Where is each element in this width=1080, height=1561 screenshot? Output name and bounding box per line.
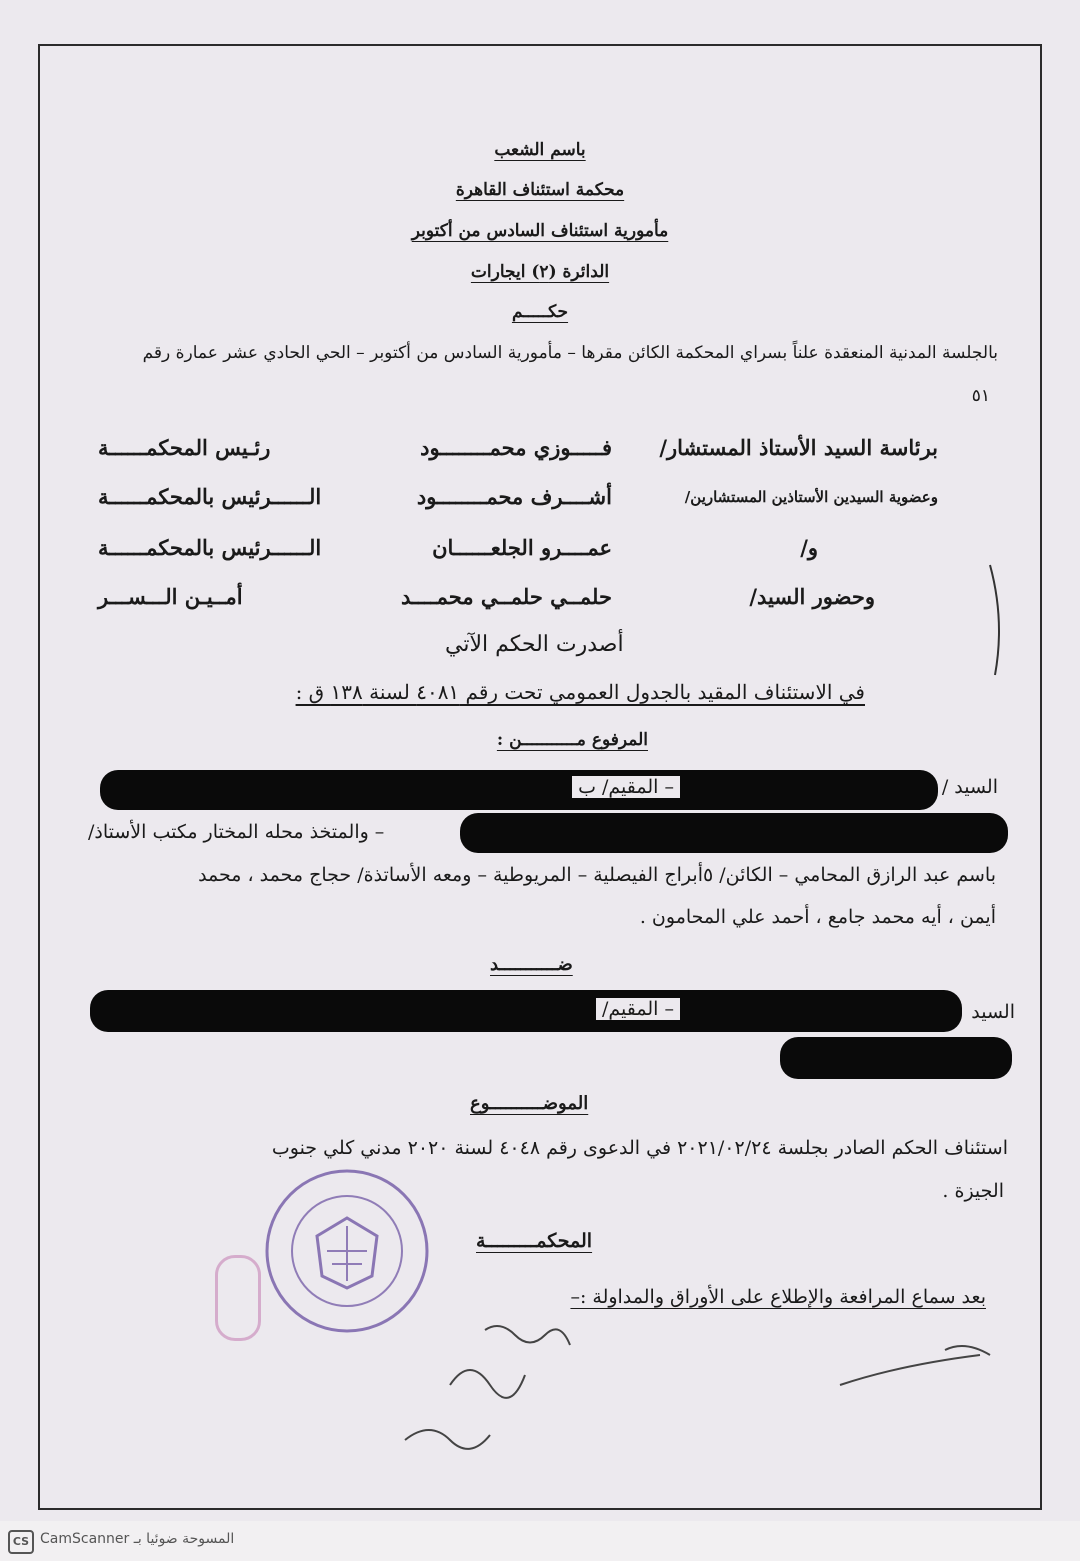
scanner-watermark: المسوحة ضوئيا بـ CamScanner: [40, 1531, 235, 1547]
panel-r1-role: برئاسة السيد الأستاذ المستشار/: [659, 435, 938, 460]
panel-r2-name: أشــــرف محمــــــــود: [416, 484, 612, 509]
appellant-residence: – المقيم/ ب: [572, 776, 680, 798]
defendant-residence: – المقيم/: [596, 998, 680, 1020]
header-verdict: حكـــــم: [511, 302, 569, 322]
filed-by-label: المرفوع مـــــــــــن :: [496, 730, 648, 750]
panel-r4-name: حلمــي حلمــي محمــــد: [401, 584, 612, 609]
verdict-issued: أصدرت الحكم الآتي: [445, 632, 624, 657]
redaction-block: [780, 1037, 1012, 1079]
header-circuit: الدائرة (٢) ايجارات: [470, 262, 610, 282]
side-stamp: [215, 1255, 261, 1341]
court-deliberation: بعد سماع المرافعة والإطلاع على الأوراق والمداولة :–: [570, 1286, 986, 1308]
panel-r3-title: الــــــرئيس بالمحكمــــــة: [98, 535, 322, 560]
subject-line-2: الجيزة .: [942, 1180, 1004, 1202]
session-line-2: ٥١: [971, 386, 990, 406]
session-line-1: بالجلسة المدنية المنعقدة علناً بسراي المحكمة الكائن مقرها – مأمورية السادس من أكتوبر – الحي الحادي عشر عمارة رقم: [142, 343, 998, 363]
appellant-label: السيد /: [941, 776, 998, 798]
subject-line-1: استئناف الحكم الصادر بجلسة ٢٠٢١/٠٢/٢٤ في الدعوى رقم ٤٠٤٨ لسنة ٢٠٢٠ مدني كلي جنوب: [271, 1137, 1008, 1159]
appellant-line-3: باسم عبد الرازق المحامي – الكائن/ ٥أبراج الفيصلية – المريوطية – ومعه الأساتذة/ حجاج محمد ، محمد: [198, 864, 996, 886]
redaction-block: [100, 770, 938, 810]
appeal-number: في الاستئناف المقيد بالجدول العمومي تحت رقم ٤٠٨١ لسنة ١٣٨ ق :: [295, 680, 865, 704]
panel-r2-role: وعضوية السيدين الأستاذين المستشارين/: [684, 488, 938, 506]
camscanner-logo: CS: [8, 1530, 34, 1554]
against-label: ضـــــــــــد: [490, 954, 573, 975]
panel-r2-title: الــــــرئيس بالمحكمــــــة: [98, 484, 322, 509]
appellant-counsel: – والمتخذ محله المختار مكتب الأستاذ/: [88, 821, 385, 843]
header-line-1: باسم الشعب: [494, 140, 586, 160]
redaction-block: [90, 990, 962, 1032]
panel-r1-title: رئـيس المحكمــــــة: [98, 435, 271, 460]
court-heading: المحكمـــــــــة: [476, 1230, 593, 1252]
margin-mark: [980, 560, 1020, 680]
panel-r4-role: وحضور السيد/: [749, 584, 875, 609]
subject-heading: الموضــــــــــوع: [470, 1093, 589, 1114]
signatures: [400, 1310, 1000, 1460]
panel-r3-role: و/: [800, 535, 818, 560]
panel-r3-name: عمــــرو الجلعــــــان: [432, 535, 612, 560]
panel-r1-name: فـــــوزي محمــــــــود: [420, 435, 612, 460]
defendant-label: السيد: [971, 1001, 1015, 1023]
scanner-footer: [0, 1521, 1080, 1561]
appellant-line-4: أيمن ، أيه محمد جامع ، أحمد علي المحامون .: [639, 906, 996, 928]
redaction-block: [460, 813, 1008, 853]
header-court: محكمة استئناف القاهرة: [455, 180, 625, 200]
header-branch: مأمورية استئناف السادس من أكتوبر: [411, 221, 669, 241]
panel-r4-title: أمــيـن الـــســـر: [98, 584, 243, 609]
